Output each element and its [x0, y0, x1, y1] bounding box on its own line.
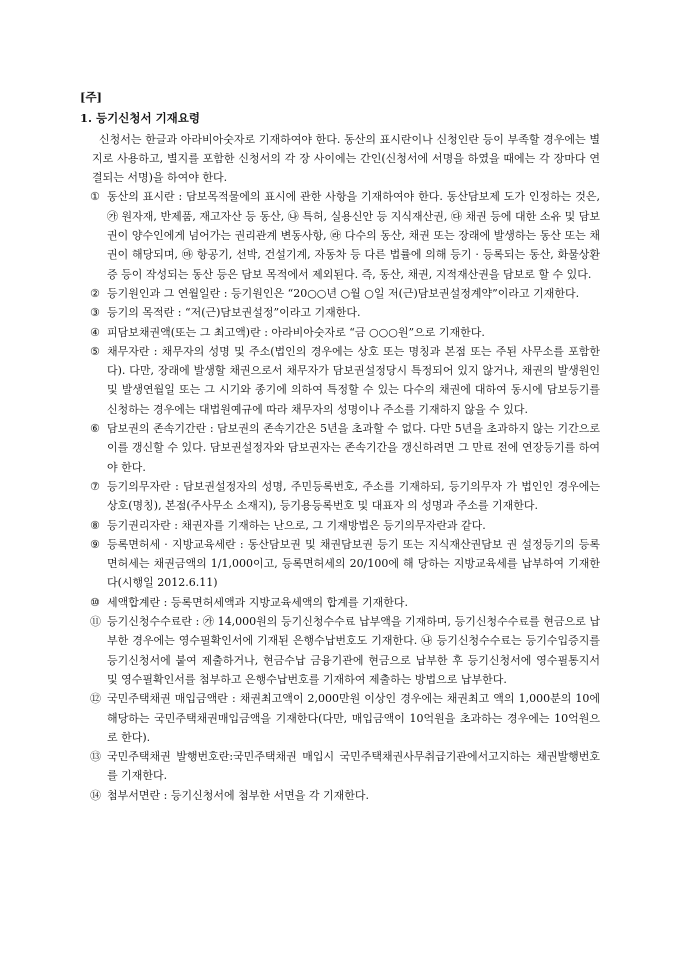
document-page	[80, 88, 600, 805]
list-item	[80, 612, 600, 689]
item-text: 채무자란 : 채무자의 성명 및 주소(법인의 경우에는 상호 또는 명칭과 본점 또는 주된 사무소를 포함한다). 다만, 장래에 발생할 채권으로서 채무자가 담보권설정당시 특정되어 있지 않거나, 채권의 발생원인 및 발생연월일 또는 그 시기와 종기에 의하여 특정할 수 있는 다수의 채권에 대하여 동시에 담보등기를 신청하는 경우에는 대법원예규에 따라 채무자의 성명이나 주소를 기재하지 않을 수 있다.	[107, 344, 600, 416]
item-marker: ④	[90, 325, 100, 339]
list-item	[80, 477, 600, 516]
item-marker: ②	[90, 286, 100, 300]
item-text: 등기원인과 그 연월일란 : 등기원인은 “20○○년 ○월 ○일 저(근)담보권설정계약”이라고 기재한다.	[107, 286, 580, 300]
item-text: 등기신청수수료란 : ㉮ 14,000원의 등기신청수수료 납부액을 기재하며, 등기신청수수료를 현금으로 납부한 경우에는 영수필확인서에 기재된 은행수납번호도 기재한다. ㉯ 등기신청수수료는 등기수입증지를 등기신청서에 붙여 제출하거나, 현금수납 금융기관에 현금으로 납부한 후 등기신청서에 영수필통지서 및 영수필확인서를 첨부하고 은행수납번호를 기재하여 제출하는 방법으로 납부한다.	[107, 615, 600, 686]
list-item	[80, 303, 600, 322]
item-marker: ⑭	[90, 788, 101, 802]
item-marker: ⑪	[90, 615, 101, 629]
item-text: 국민주택채권 발행번호란:국민주택채권 매입시 국민주택채권사무취급기관에서고지하는 채권발행번호를 기재한다.	[107, 750, 600, 783]
item-marker: ⑥	[90, 422, 100, 436]
item-marker: ③	[90, 306, 100, 320]
item-text: 국민주택채권 매입금액란 : 채권최고액이 2,000만원 이상인 경우에는 채권최고 액의 1,000분의 10에 해당하는 국민주택채권매입금액을 기재한다(다만, 매입금액이 10억원을 초과하는 경우에는 10억원으로 한다).	[107, 692, 600, 744]
item-text: 등기의 목적란 : “저(근)담보권설정”이라고 기재한다.	[107, 306, 361, 320]
list-item	[80, 593, 600, 612]
list-item	[80, 323, 600, 342]
section-heading	[80, 109, 600, 128]
list-item	[80, 187, 600, 283]
instruction-list	[80, 187, 600, 805]
section-title: 등기신청서 기재요령	[96, 111, 200, 126]
list-item	[80, 516, 600, 535]
item-marker: ①	[90, 190, 100, 204]
item-text: 등록면허세 · 지방교육세란 : 동산담보권 및 채권담보권 등기 또는 지식재산권담보 권 설정등기의 등록면허세는 채권금액의 1/1,000이고, 등록면허세의 20/100에 해 당하는 지방교육세를 납부하여 기재한다(시행일 2012.6.11)	[107, 537, 600, 590]
list-item	[80, 342, 600, 419]
list-item	[80, 689, 600, 747]
item-marker: ⑬	[90, 750, 101, 764]
list-item	[80, 747, 600, 786]
item-text: 첨부서면란 : 등기신청서에 첨부한 서면을 각 기재한다.	[107, 788, 369, 802]
item-marker: ⑫	[90, 692, 101, 706]
item-text: 등기의무자란 : 담보권설정자의 성명, 주민등록번호, 주소를 기재하되, 등기의무자 가 법인인 경우에는 상호(명칭), 본점(주사무소 소재지), 등기용등록번호 및 대표자 의 성명과 주소를 기재한다.	[107, 479, 600, 513]
item-marker: ⑧	[90, 518, 100, 532]
item-text: 담보권의 존속기간란 : 담보권의 존속기간은 5년을 초과할 수 없다. 다만 5년을 초과하지 않는 기간으로 이를 갱신할 수 있다. 담보권설정자와 담보권자는 존속기간을 갱신하려면 그 만료 전에 연장등기를 하여야 한다.	[107, 422, 600, 474]
item-text: 세액합계란 : 등록면허세액과 지방교육세액의 합계를 기재한다.	[107, 595, 408, 609]
list-item	[80, 284, 600, 303]
section-number: 1.	[80, 111, 93, 126]
item-text: 피담보채권액(또는 그 최고액)란 : 아라비아숫자로 “금 ○○○원”으로 기재한다.	[107, 325, 485, 339]
note-label: [주]	[80, 90, 102, 104]
item-marker: ⑦	[90, 479, 100, 493]
item-marker: ⑩	[90, 595, 100, 609]
item-text: 등기권리자란 : 채권자를 기재하는 난으로, 그 기재방법은 등기의무자란과 같다.	[107, 518, 486, 532]
list-item	[80, 786, 600, 805]
list-item	[80, 419, 600, 477]
item-marker: ⑤	[90, 344, 100, 358]
item-marker: ⑨	[90, 537, 100, 551]
intro-paragraph: 신청서는 한글과 아라비아숫자로 기재하여야 한다. 동산의 표시란이나 신청인란 등이 부족할 경우에는 별지로 사용하고, 별지를 포함한 신청서의 각 장 사이에는 간인(신청서에 서명을 하였을 때에는 각 장마다 연결되는 서명)을 하여야 한다.	[92, 132, 600, 185]
list-item	[80, 535, 600, 593]
item-text: 동산의 표시란 : 담보목적물에의 표시에 관한 사항을 기재하여야 한다. 동산담보제 도가 인정하는 것은, ㉮ 원자재, 반제품, 재고자산 등 동산, ㉯ 특허, 실용신안 등 지식재산권, ㉰ 채권 등에 대한 소유 및 담보권이 양수인에게 넘어가는 권리관계 변동사항, ㉱ 다수의 동산, 채권 또는 장래에 발생하는 동산 또는 채권이 해당되며, ㉲ 항공기, 선박, 건설기계, 자동차 등 다른 법률에 의해 등기 · 등록되는 동산, 화물상환증 등이 작성되는 동산 등은 담보 목적에서 제외된다. 즉, 동산, 채권, 지적재산권을 담보로 할 수 있다.	[107, 190, 600, 281]
